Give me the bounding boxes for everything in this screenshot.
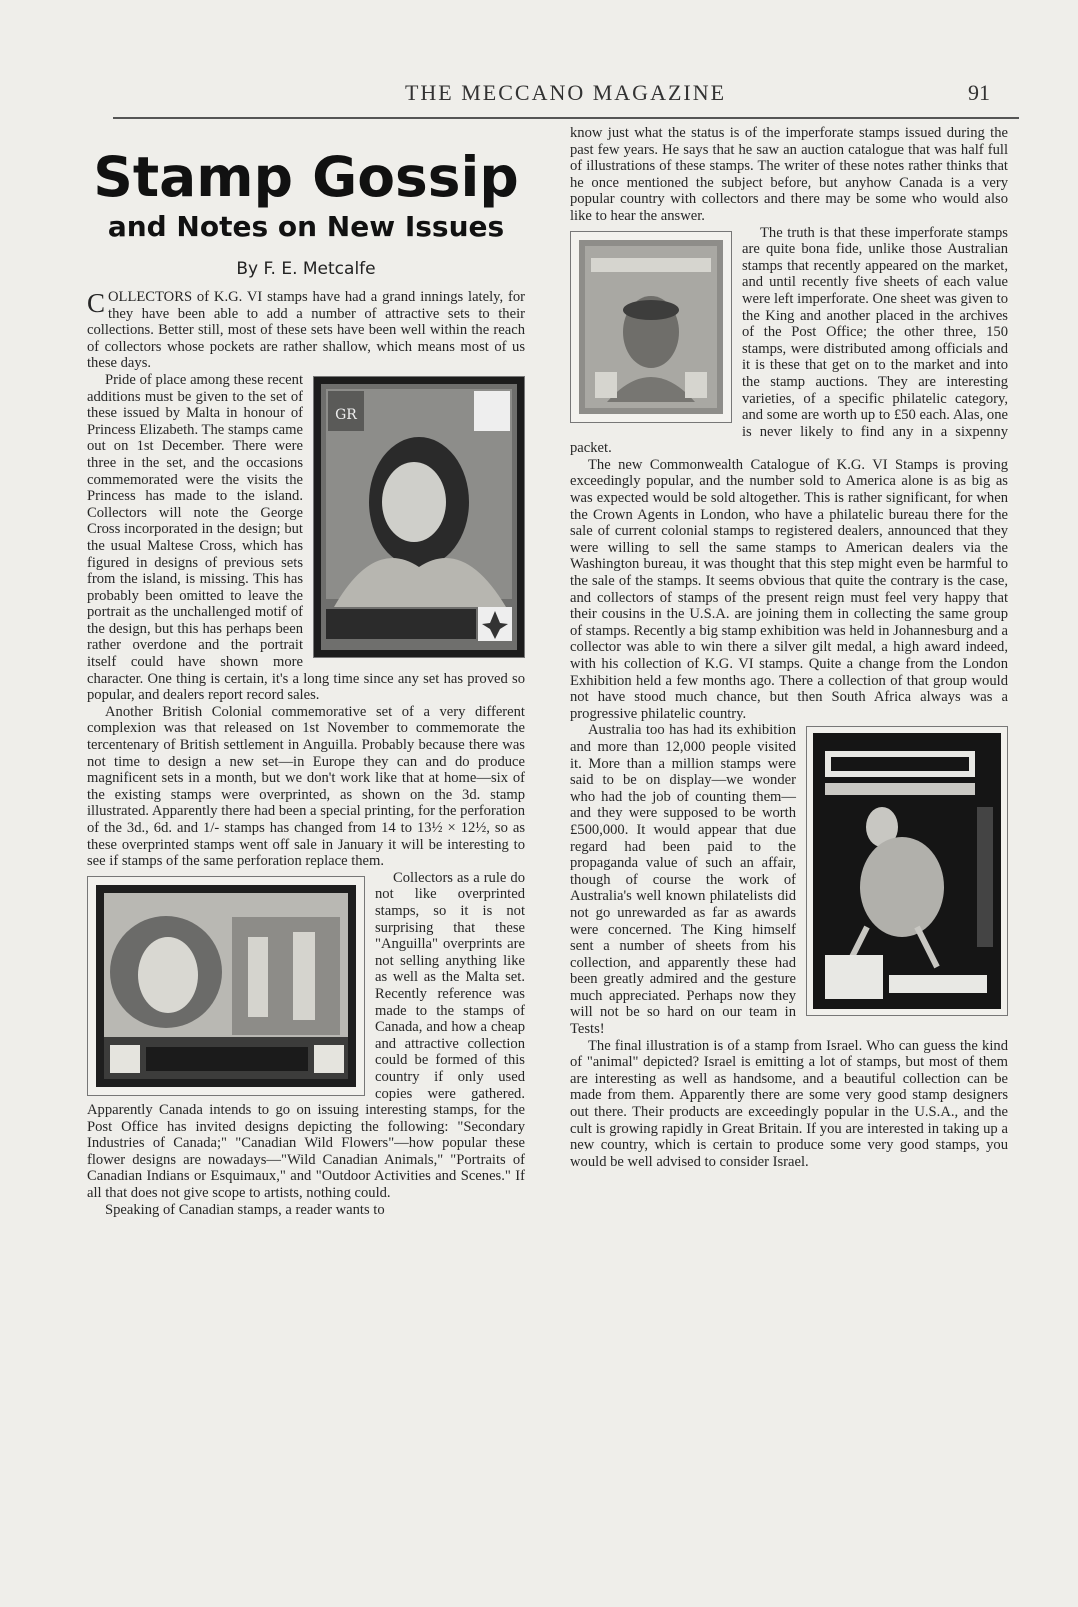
svg-text:GR: GR bbox=[335, 406, 357, 423]
header-rule bbox=[113, 117, 1019, 119]
paragraph: The truth is that these imperforate stamps are quite bona fide, unlike those Australian stamps that recently appeared on the market, and until recently five sheets of each value were left imperforate. One sheet was given to the King and another placed in the archives of the Post Office; the other three, 150 stamps, were distributed among officials and it is these that get on to the market and into the stamp auctions. They are interesting varieties, of a specific philatelic category, and some are worth up to £50 each. Alas, one is never likely to find any in a sixpenny packet. bbox=[570, 224, 1008, 457]
article-title: Stamp Gossip bbox=[93, 145, 519, 209]
paragraph: know just what the status is of the imperforate stamps issued during the past few years. He says that he saw an auction catalogue that was half full of illustrations of these stamps. The writer of these notes rather thinks that he once mentioned the subject before, but anyhow Canada is a very popular country with collectors and there may be some who would also like to hear the answer. bbox=[570, 125, 1008, 224]
israel-stamp-art bbox=[807, 727, 1007, 1015]
article-subtitle: and Notes on New Issues bbox=[107, 210, 505, 243]
title-block bbox=[87, 125, 525, 279]
paragraph: Collectors as a rule do not like overprinted stamps, so it is not surprising that these "Anguilla" overprints are not selling anything like as well as the Malta set. Recently reference was made to the stamps of Canada, and how a cheap and attractive collection could be formed of this country if only used copies were gathered. Apparently Canada intends to go on issuing interesting stamps, for the Post Office has invited designs depicting the following: "Secondary Industries of Canada;" "Canadian Wild Flowers"—how popular these flower designs are nowadays—"Wild Canadian Animals," "Portraits of Canadian Indians or Esquimaux," and "Outdoor Activities and Scenes." If all that does not give scope to artists, nothing could. bbox=[87, 869, 525, 1202]
canada-stamp-image bbox=[570, 231, 732, 423]
paragraph: Pride of place among these recent additions must be given to the set of these issued by Malta in honour of Princess Elizabeth. The stamps came out on 1st December. There were three in the set, and the occasions commemorated were the visits the Princess has made to the island. Collectors will note the George Cross incorporated in the design; but the usual Maltese Cross, which has figured in designs of previous sets from the island, is missing. This has probably been omitted to leave the portrait as the unchallenged motif of the design, but this has perhaps been rather overdone and the portrait itself could have shown more character. One thing is certain, it's a long time since any set has proved so popular, and dealers report record sales. bbox=[87, 371, 525, 704]
paragraph: Speaking of Canadian stamps, a reader wants to bbox=[105, 1201, 385, 1218]
left-column bbox=[87, 125, 525, 1218]
paragraph: The new Commonwealth Catalogue of K.G. VI Stamps is proving exceedingly popular, and the number sold to America alone is as big as was expected would be sold altogether. This is rather significant, for when the Crown Agents in London, who have a philatelic bureau there for the sale of current colonial stamps to registered dealers, announced that they were willing to sell the same stamps to American dealers via the Washington bureau, it was thought that this step might even be harmful to the sale of the stamps. It seems obvious that quite the contrary is the case, and collectors of stamps of the present reign must feel very happy that their cousins in the U.S.A. are joining them in collecting the same group of stamps. Recently a big stamp exhibition was held in Johannesburg and a collector was able to win there a silver gilt medal, a high award indeed, with his collection of K.G. VI stamps. Quite a change from the London Exhibition held a few months ago. There a collection of that group would not have stood much chance, but then South Africa always was a progressive philatelic country. bbox=[570, 456, 1008, 722]
page-number: 91 bbox=[968, 80, 990, 105]
byline: By F. E. Metcalfe bbox=[236, 259, 376, 279]
paragraph bbox=[87, 289, 525, 372]
malta-stamp-art bbox=[314, 377, 524, 657]
drop-cap: C bbox=[87, 288, 106, 318]
israel-stamp-image bbox=[806, 726, 1008, 1016]
right-column bbox=[570, 125, 1008, 1170]
magazine-title: THE MECCANO MAGAZINE bbox=[404, 80, 727, 105]
paragraph-text: OLLECTORS of K.G. VI stamps have had a grand innings lately, for they have been able to add a number of attractive sets to their collections. Better still, most of these sets have been well within the reach of collectors whose pockets are rather shallow, which means most of us these days. bbox=[87, 289, 525, 372]
paragraph: Australia too has had its exhibition and more than 12,000 people visited it. More than a million stamps were said to be on display—we wonder who had the job of counting them—and they were supposed to be worth £500,000. It would appear that due regard had been paid to the propaganda value of such an affair, though of course the work of Australia's well known philatelists did not go unrewarded as far as awards were concerned. The King himself sent a number of sheets from his collection, and apparently these had been greatly admired and the gesture much appreciated. Perhaps now they will not be so hard on our team in Tests! bbox=[570, 722, 796, 1038]
paragraph: Another British Colonial commemorative set of a very different complexion was that released on 1st November to commemorate the tercentenary of British settlement in Anguilla. Probably because there was not time to design a new set—in Europe they can and do produce magnificent sets in a month, but we don't work like that at home—six of the existing stamps were overprinted, as shown on the 3d. stamp illustrated. Apparently there had been a special printing, for the perforation of the 3d., 6d. and 1/- stamps has changed from 14 to 13½ × 12½, so as these overprinted stamps went off sale in January it will be interesting to see if stamps of the same perforation replace them. bbox=[87, 703, 525, 870]
paragraph: The final illustration is of a stamp from Israel. Who can guess the kind of "animal" depicted? Israel is emitting a lot of stamps, but most of them are interesting as well as handsome, and a beautiful collection can be made from them. Apparently there are some very good stamp designers out there. Their products are exceedingly popular in the U.S.A., and the cult is growing rapidly in Great Britain. If you are interested in taking up a new country, which is certain to produce some very good stamps, you would be well advised to consider Israel. bbox=[570, 1037, 1008, 1170]
malta-stamp-image bbox=[313, 376, 525, 658]
canada-stamp-art bbox=[571, 232, 731, 422]
running-head bbox=[113, 80, 1018, 108]
st-kitts-anguilla-stamp-image bbox=[87, 876, 365, 1096]
st-kitts-stamp-art bbox=[88, 877, 364, 1095]
